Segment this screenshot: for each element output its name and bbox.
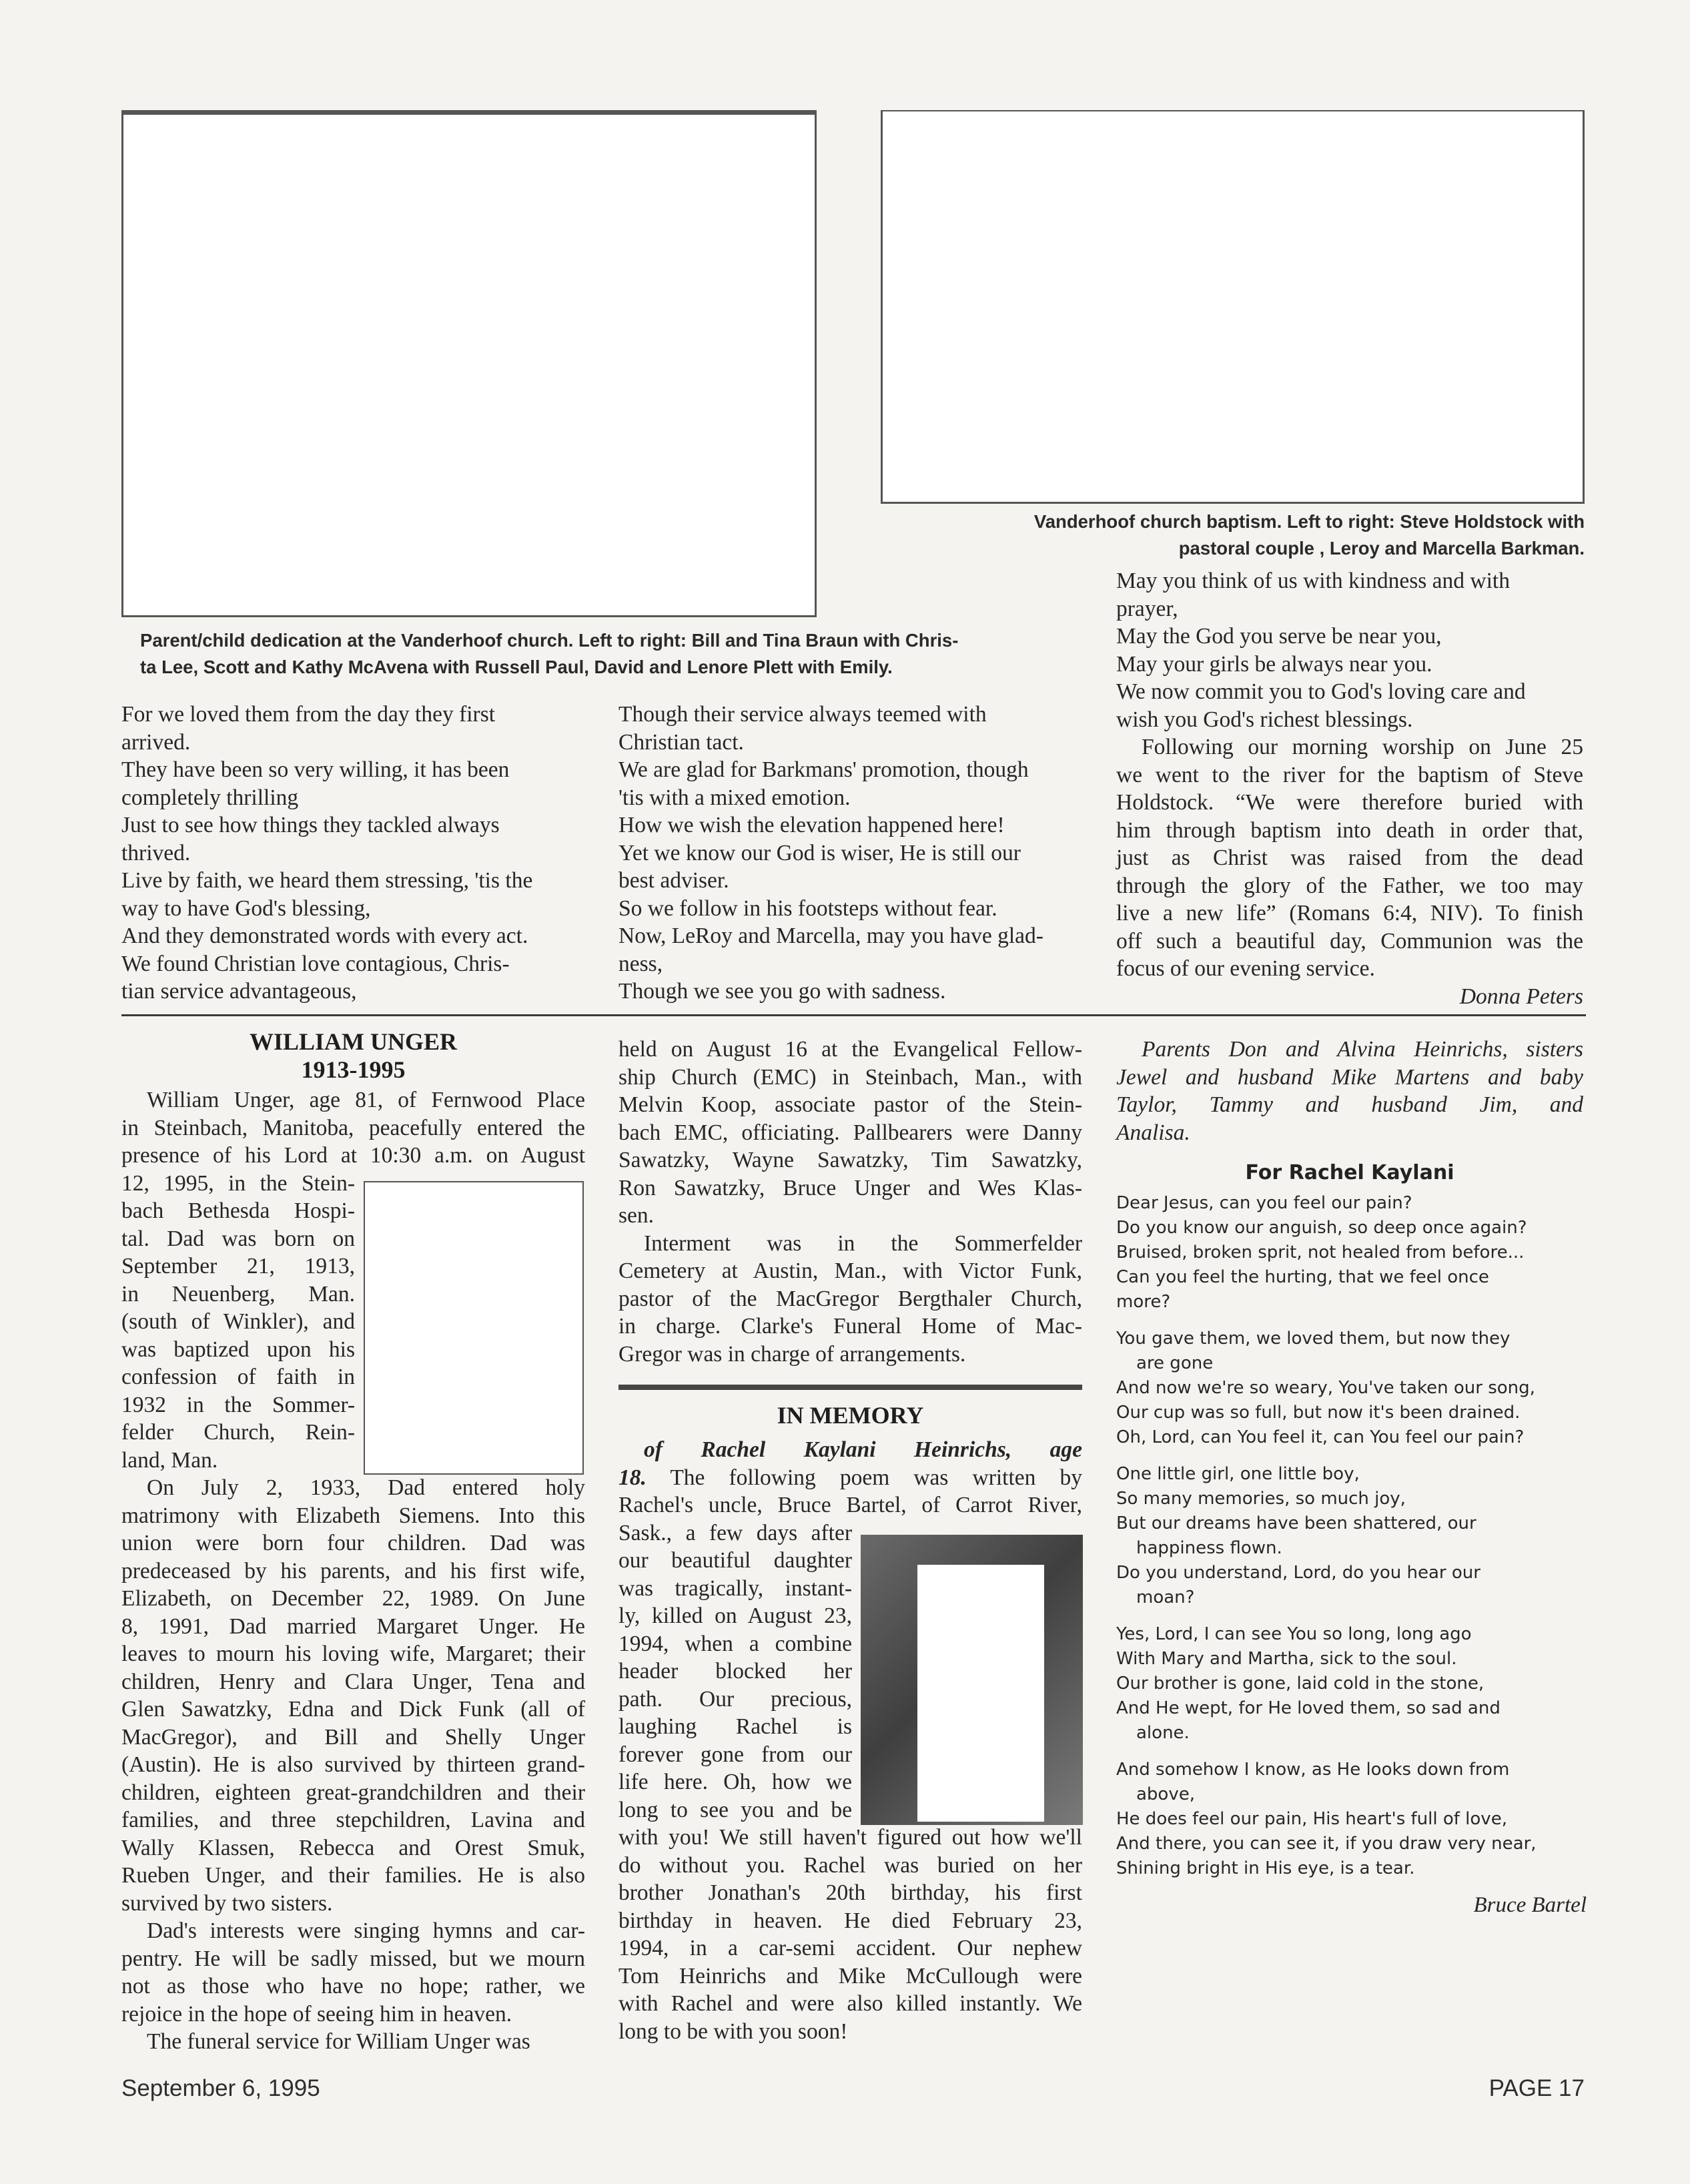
rachel-poem bbox=[1116, 1191, 1597, 1893]
baptism-text-line: we went to the river for the baptism of Steve bbox=[1116, 762, 1583, 787]
memory-line: 1994, in a car-semi accident. Our nephew bbox=[618, 1936, 1082, 1960]
poem-line: With Mary and Martha, sick to the soul. bbox=[1116, 1649, 1457, 1669]
poem-line: And somehow I know, as He looks down from bbox=[1116, 1760, 1510, 1780]
poem-line: But our dreams have been shattered, our bbox=[1116, 1513, 1476, 1533]
poem-line: Just to see how things they tackled always bbox=[121, 813, 500, 837]
poem-line: They have been so very willing, it has been bbox=[121, 757, 510, 782]
poem-line: Do you understand, Lord, do you hear our bbox=[1116, 1563, 1481, 1583]
poem-line: Now, LeRoy and Marcella, may you have glad- bbox=[618, 924, 1043, 948]
memory-line: laughing Rachel is bbox=[618, 1714, 852, 1739]
obituary-photo bbox=[364, 1181, 584, 1475]
poem-line: prayer, bbox=[1116, 596, 1178, 621]
poem-signature: Bruce Bartel bbox=[1473, 1893, 1587, 1917]
poem-line: Can you feel the hurting, that we feel once bbox=[1116, 1267, 1489, 1287]
memory-line: Sask., a few days after bbox=[618, 1520, 852, 1545]
obituary-line: land, Man. bbox=[121, 1447, 218, 1473]
caption-line: Parent/child dedication at the Vanderhoof church. Left to right: Bill and Tina Braun with Chris- bbox=[140, 630, 959, 651]
memory-line: Rachel's uncle, Bruce Bartel, of Carrot River, bbox=[618, 1493, 1082, 1517]
poem-line: ness, bbox=[618, 951, 663, 976]
memory-line: was tragically, instant- bbox=[618, 1575, 852, 1601]
obituary-line: survived by two sisters. bbox=[121, 1890, 333, 1916]
obituary-funeral-start: The funeral service for William Unger was bbox=[147, 2029, 530, 2054]
poem-stanza bbox=[1116, 1622, 1597, 1746]
baptism-text-line: Following our morning worship on June 25 bbox=[1142, 735, 1583, 759]
poem-line: And He wept, for He loved them, so sad and bbox=[1116, 1698, 1501, 1718]
poem-line: We now commit you to God's loving care and bbox=[1116, 679, 1526, 704]
obituary-name: WILLIAM UNGER bbox=[249, 1028, 458, 1055]
obituary-line: matrimony with Elizabeth Siemens. Into this bbox=[121, 1503, 585, 1528]
poem-line: Shining bright in His eye, is a tear. bbox=[1116, 1858, 1415, 1878]
poem-line: Live by faith, we heard them stressing, 'tis the bbox=[121, 868, 533, 893]
obituary-interment bbox=[618, 1230, 1082, 1369]
obituary-line: sen. bbox=[618, 1203, 655, 1228]
obituary-line: predeceased by his parents, and his first wife, bbox=[121, 1558, 585, 1583]
poem-line: happiness flown. bbox=[1136, 1538, 1282, 1558]
obituary-line: Cemetery at Austin, Man., with Victor Funk, bbox=[618, 1258, 1082, 1283]
farewell-poem-col1 bbox=[121, 701, 585, 1006]
memory-line: with you! We still haven't figured out how we'll bbox=[618, 1825, 1082, 1850]
baptism-text-line: through the glory of the Father, we too may bbox=[1116, 873, 1583, 898]
obituary-line: held on August 16 at the Evangelical Fellow- bbox=[618, 1037, 1082, 1062]
obituary-line: William Unger, age 81, of Fernwood Place bbox=[147, 1088, 585, 1112]
obituary-line: not as those who have no hope; rather, we bbox=[121, 1974, 585, 1998]
poem-line: wish you God's richest blessings. bbox=[1116, 707, 1413, 732]
obituary-line: MacGregor), and Bill and Shelly Unger bbox=[121, 1724, 585, 1750]
poem-line: Our brother is gone, laid cold in the stone, bbox=[1116, 1674, 1485, 1694]
farewell-poem-col2 bbox=[618, 701, 1082, 1006]
obituary-line: (south of Winkler), and bbox=[121, 1309, 355, 1334]
poem-stanza bbox=[1116, 1327, 1597, 1450]
obituary-line: Interment was in the Sommerfelder bbox=[644, 1230, 1082, 1256]
farewell-poem-col3 bbox=[1116, 567, 1583, 1010]
obituary-years: 1913-1995 bbox=[301, 1056, 406, 1083]
obituary-line: Wally Klassen, Rebecca and Orest Smuk, bbox=[121, 1835, 585, 1860]
poem-line: alone. bbox=[1136, 1723, 1190, 1743]
obituary-line: Sawatzky, Wayne Sawatzky, Tim Sawatzky, bbox=[618, 1148, 1082, 1172]
obituary-line: 8, 1991, Dad married Margaret Unger. He bbox=[121, 1613, 585, 1639]
poem-line: We found Christian love contagious, Chris- bbox=[121, 951, 510, 976]
obituary-line: presence of his Lord at 10:30 a.m. on August bbox=[121, 1143, 585, 1168]
survivor-line: Parents Don and Alvina Heinrichs, sisters bbox=[1142, 1037, 1583, 1062]
poem-stanza bbox=[1116, 1758, 1597, 1881]
poem-line: So we follow in his footsteps without fear. bbox=[618, 895, 997, 921]
obituary-line: was baptized upon his bbox=[121, 1337, 355, 1362]
column-two bbox=[618, 1036, 1082, 1368]
survivor-line: Jewel and husband Mike Martens and baby bbox=[1116, 1064, 1583, 1090]
page-number: PAGE 17 bbox=[1489, 2075, 1585, 2101]
poem-line: best adviser. bbox=[618, 868, 729, 893]
baptism-text-line: live a new life” (Romans 6:4, NIV). To finish bbox=[1116, 901, 1583, 926]
obituary-line: Dad's interests were singing hymns and car- bbox=[147, 1918, 585, 1943]
poem-line: moan? bbox=[1136, 1587, 1195, 1607]
obituary-funeral-continued bbox=[618, 1036, 1082, 1230]
baptism-caption bbox=[867, 508, 1585, 562]
memory-narrow-text bbox=[618, 1519, 852, 1824]
memory-line: forever gone from our bbox=[618, 1742, 852, 1767]
poem-line: Bruised, broken sprit, not healed from before... bbox=[1116, 1242, 1525, 1262]
poem-line: Oh, Lord, can You feel it, can You feel our pain? bbox=[1116, 1427, 1525, 1447]
poem-line: Dear Jesus, can you feel our pain? bbox=[1116, 1193, 1412, 1213]
memory-line: long to see you and be bbox=[618, 1797, 852, 1822]
poem-line: We are glad for Barkmans' promotion, though bbox=[618, 757, 1029, 782]
poem-line: Yes, Lord, I can see You so long, long ago bbox=[1116, 1624, 1472, 1644]
obituary-line: Glen Sawatzky, Edna and Dick Funk (all of bbox=[121, 1697, 585, 1722]
obituary-line: Elizabeth, on December 22, 1989. On June bbox=[121, 1586, 585, 1611]
caption-line: ta Lee, Scott and Kathy McAvena with Russell Paul, David and Lenore Plett with Emily. bbox=[140, 657, 893, 677]
poem-stanza bbox=[1116, 1462, 1597, 1610]
poem-line: Though their service always teemed with bbox=[618, 702, 987, 727]
memory-divider bbox=[618, 1385, 1082, 1390]
poem-line: tian service advantageous, bbox=[121, 979, 357, 1004]
caption-line: Vanderhoof church baptism. Left to right: Steve Holdstock with bbox=[1033, 511, 1585, 532]
obituary-line: children, eighteen great-grandchildren and their bbox=[121, 1780, 585, 1805]
obituary-line: confession of faith in bbox=[121, 1365, 355, 1389]
obituary-line: On July 2, 1933, Dad entered holy bbox=[147, 1475, 585, 1500]
obituary-line: Melvin Koop, associate pastor of the Stein- bbox=[618, 1092, 1082, 1117]
poem-line: And there, you can see it, if you draw very near, bbox=[1116, 1834, 1537, 1854]
obituary-line: bach EMC, officiating. Pallbearers were Danny bbox=[618, 1120, 1082, 1145]
obituary-line: families, and three stepchildren, Lavina and bbox=[121, 1808, 585, 1832]
poem-line: more? bbox=[1116, 1292, 1171, 1312]
poem-line: Yet we know our God is wiser, He is still our bbox=[618, 840, 1021, 865]
baptism-text-line: just as Christ was raised from the dead bbox=[1116, 845, 1583, 870]
memory-line: path. Our precious, bbox=[618, 1686, 852, 1712]
survivor-line: Taylor, Tammy and husband Jim, and bbox=[1116, 1092, 1583, 1117]
poem-line: He does feel our pain, His heart's full of love, bbox=[1116, 1809, 1507, 1829]
poem-line: 'tis with a mixed emotion. bbox=[618, 785, 851, 810]
poem-line: way to have God's blessing, bbox=[121, 895, 371, 921]
memory-line: 1994, when a combine bbox=[618, 1631, 852, 1656]
issue-date: September 6, 1995 bbox=[121, 2075, 320, 2101]
memory-line: ly, killed on August 23, bbox=[618, 1603, 852, 1628]
obituary-line: pentry. He will be sadly missed, but we mourn bbox=[121, 1946, 585, 1971]
poem-line: You gave them, we loved them, but now they bbox=[1116, 1329, 1511, 1349]
poem-line: are gone bbox=[1136, 1353, 1214, 1373]
obituary-interests bbox=[121, 1917, 585, 2028]
baptism-text-line: him through baptism into death in order that, bbox=[1116, 817, 1583, 843]
dedication-photo bbox=[121, 110, 817, 617]
baptism-photo bbox=[881, 110, 1585, 504]
poem-line: May the God you serve be near you, bbox=[1116, 624, 1442, 649]
obituary-intro bbox=[121, 1086, 585, 1170]
obituary-line: Rueben Unger, and their families. He is also bbox=[121, 1863, 585, 1888]
poem-stanza bbox=[1116, 1191, 1597, 1315]
obituary-intro-narrow bbox=[121, 1170, 355, 1475]
memory-line: life here. Oh, how we bbox=[618, 1770, 852, 1794]
memory-intro-line1: of Rachel Kaylani Heinrichs, age bbox=[644, 1437, 1082, 1462]
poem-line: Our cup was so full, but now it's been drained. bbox=[1116, 1403, 1521, 1423]
memory-line: header blocked her bbox=[618, 1659, 852, 1684]
obituary-line: rejoice in the hope of seeing him in heaven. bbox=[121, 2001, 512, 2027]
poem-line: For we loved them from the day they first bbox=[121, 702, 496, 727]
obituary-line: leaves to mourn his loving wife, Margaret; their bbox=[121, 1642, 585, 1666]
poem-line: And they demonstrated words with every act. bbox=[121, 924, 528, 948]
obituary-line: pastor of the MacGregor Bergthaler Church, bbox=[618, 1286, 1082, 1311]
obituary-family bbox=[121, 1474, 585, 1917]
memory-line: with Rachel and were also killed instantly. We bbox=[618, 1991, 1082, 2016]
obituary-line: in charge. Clarke's Funeral Home of Mac- bbox=[618, 1314, 1082, 1339]
dedication-caption bbox=[140, 627, 1108, 681]
survivor-line: Analisa. bbox=[1116, 1120, 1190, 1145]
poem-line: arrived. bbox=[121, 729, 191, 755]
memory-line: brother Jonathan's 20th birthday, his first bbox=[618, 1880, 1082, 1905]
poem-line: above, bbox=[1136, 1784, 1195, 1804]
poem-line: Though we see you go with sadness. bbox=[618, 979, 946, 1004]
poem-line: Christian tact. bbox=[618, 729, 744, 755]
obituary-line: in Neuenberg, Man. bbox=[121, 1281, 355, 1307]
memory-text bbox=[618, 1824, 1082, 2045]
poem-line: One little girl, one little boy, bbox=[1116, 1464, 1360, 1484]
poem-line: May you think of us with kindness and with bbox=[1116, 569, 1510, 593]
baptism-text-line: focus of our evening service. bbox=[1116, 956, 1375, 981]
poem-line: How we wish the elevation happened here! bbox=[618, 813, 1005, 837]
obituary-line: felder Church, Rein- bbox=[121, 1420, 355, 1445]
poem-line: thrived. bbox=[121, 840, 191, 865]
obituary-line: September 21, 1913, bbox=[121, 1254, 355, 1279]
memory-line: birthday in heaven. He died February 23, bbox=[618, 1908, 1082, 1933]
obituary-line: in Steinbach, Manitoba, peacefully entered the bbox=[121, 1115, 585, 1140]
obituary-line: 1932 in the Sommer- bbox=[121, 1392, 355, 1417]
caption-line: pastoral couple , Leroy and Marcella Barkman. bbox=[1178, 538, 1585, 559]
obituary-line: children, Henry and Clara Unger, Tena and bbox=[121, 1669, 585, 1694]
memory-line: do without you. Rachel was buried on her bbox=[618, 1852, 1082, 1878]
memory-line: our beautiful daughter bbox=[618, 1548, 852, 1573]
poem-line: Do you know our anguish, so deep once again? bbox=[1116, 1218, 1527, 1238]
baptism-text-line: off such a beautiful day, Communion was the bbox=[1116, 928, 1583, 954]
poem-line: So many memories, so much joy, bbox=[1116, 1489, 1406, 1509]
memory-line: long to be with you soon! bbox=[618, 2019, 848, 2044]
obituary-line: Ron Sawatzky, Bruce Unger and Wes Klas- bbox=[618, 1175, 1082, 1200]
obituary-line: bach Bethesda Hospi- bbox=[121, 1198, 355, 1223]
obituary-line: Gregor was in charge of arrangements. bbox=[618, 1341, 966, 1367]
memory-heading: IN MEMORY bbox=[777, 1402, 924, 1429]
obituary-line: union were born four children. Dad was bbox=[121, 1531, 585, 1555]
baptism-text-line: Holdstock. “We were therefore buried with bbox=[1116, 790, 1583, 815]
obituary-line: 12, 1995, in the Stein- bbox=[121, 1170, 355, 1196]
memory-line: Tom Heinrichs and Mike McCullough were bbox=[618, 1963, 1082, 1988]
survivors bbox=[1116, 1036, 1583, 1146]
obituary-line: ship Church (EMC) in Steinbach, Man., with bbox=[618, 1064, 1082, 1090]
obituary-line: tal. Dad was born on bbox=[121, 1226, 355, 1251]
obituary-line: (Austin). He is also survived by thirteen grand- bbox=[121, 1752, 585, 1777]
poem-line: And now we're so weary, You've taken our song, bbox=[1116, 1378, 1535, 1398]
poem-line: completely thrilling bbox=[121, 785, 299, 810]
rachel-poem-title: For Rachel Kaylani bbox=[1245, 1161, 1454, 1184]
farewell-signature: Donna Peters bbox=[1459, 984, 1583, 1009]
rachel-photo-redacted bbox=[917, 1565, 1044, 1822]
section-divider bbox=[121, 1014, 1586, 1016]
poem-line: May your girls be always near you. bbox=[1116, 651, 1432, 677]
memory-intro-line2: 18. The following poem was written by bbox=[618, 1465, 1082, 1490]
